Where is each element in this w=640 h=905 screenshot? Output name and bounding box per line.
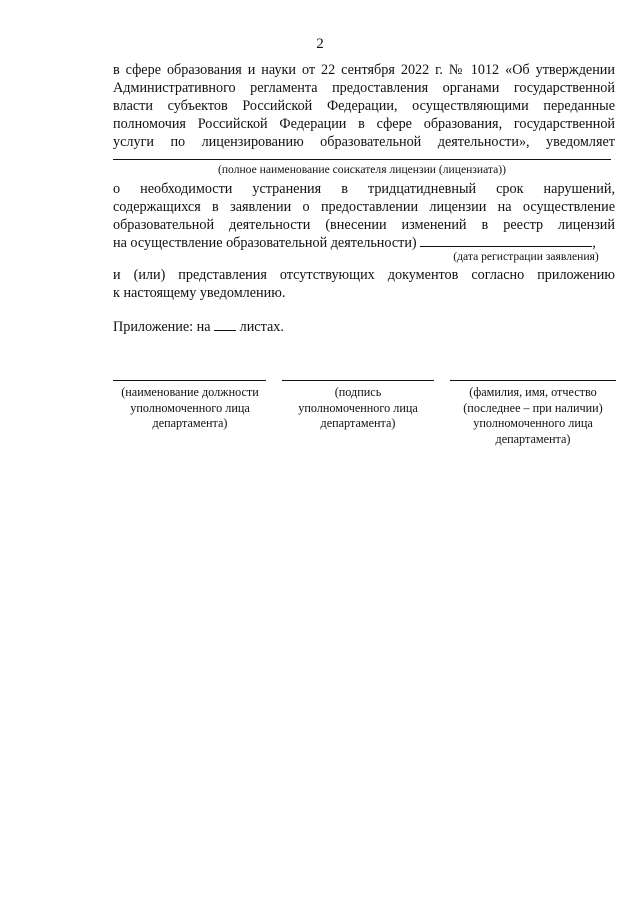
comma: ,: [592, 235, 596, 251]
appendix-sheet-count-field-line: [214, 330, 236, 331]
appendix-suffix: листах.: [239, 319, 284, 335]
caption-line: департамента): [320, 416, 396, 430]
caption-line: департамента): [152, 416, 228, 430]
notice-last-text: на осуществление образовательной деятельности): [113, 235, 417, 251]
registration-date-caption: (дата регистрации заявления): [453, 250, 599, 263]
caption-line: (наименование должности: [121, 385, 259, 399]
caption-line: уполномоченного лица: [130, 400, 250, 415]
notice-line: о необходимости устранения в тридцатидневный срок нарушений,: [113, 181, 615, 197]
documents-line: к настоящему уведомлению.: [113, 285, 286, 301]
position-field-line: [113, 380, 266, 381]
caption-line: (фамилия, имя, отчество: [469, 385, 597, 399]
body-line: Административного регламента предоставления органами государственной: [113, 80, 615, 96]
full-name-field-line: [450, 380, 616, 381]
applicant-name-field-line: [113, 159, 611, 160]
registration-date-field-line: [420, 246, 592, 247]
page-number: 2: [316, 36, 324, 52]
signature-caption: [278, 385, 438, 432]
appendix-line: [113, 319, 615, 336]
position-caption: [110, 385, 270, 432]
caption-line: уполномоченного лица: [473, 416, 593, 430]
notice-line: содержащихся в заявлении о предоставлении лицензии на осуществление: [113, 199, 615, 215]
body-line: полномочия Российской Федерации в сфере образования, государственной: [113, 116, 615, 132]
signature-field-line: [282, 380, 434, 381]
caption-line: (последнее – при наличии): [463, 400, 603, 415]
body-line: власти субъектов Российской Федерации, осуществляющими переданные: [113, 98, 615, 114]
body-line: в сфере образования и науки от 22 сентября 2022 г. № 1012 «Об утверждении: [113, 62, 615, 78]
full-name-caption: [448, 385, 618, 447]
notice-line: образовательной деятельности (внесении изменений в реестр лицензий: [113, 217, 615, 233]
appendix-prefix: Приложение: на: [113, 319, 211, 335]
body-line: услуги по лицензированию образовательной деятельности», уведомляет: [113, 134, 615, 150]
caption-line: уполномоченного лица: [298, 400, 418, 415]
documents-line: и (или) представления отсутствующих документов согласно приложению: [113, 267, 615, 283]
applicant-name-caption: (полное наименование соискателя лицензии (лицензиата)): [217, 163, 506, 176]
caption-line: департамента): [495, 431, 571, 446]
caption-line: (подпись: [334, 385, 382, 399]
